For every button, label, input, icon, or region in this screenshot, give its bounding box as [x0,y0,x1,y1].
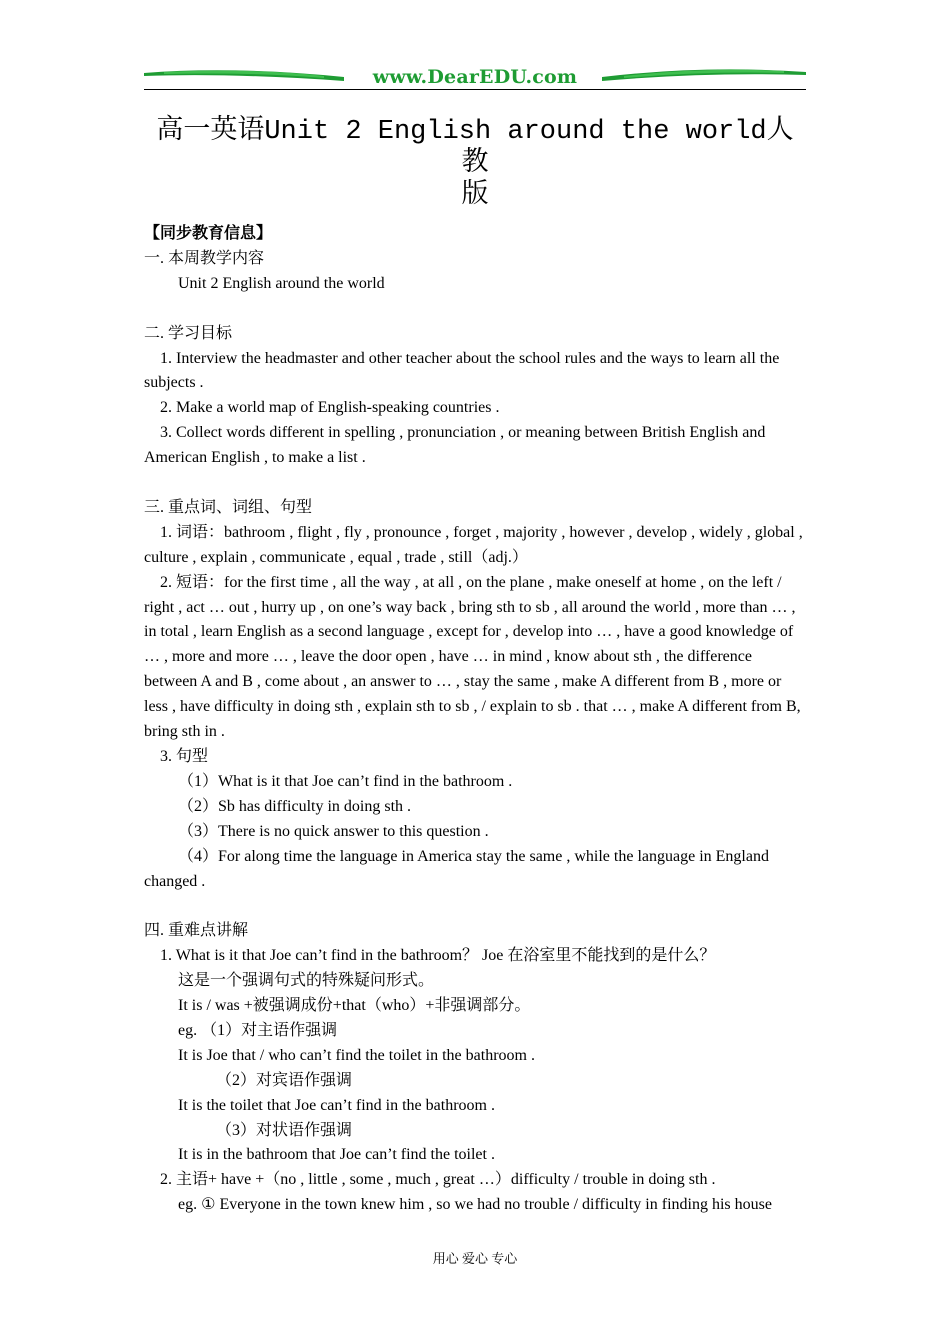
spacer [144,471,808,496]
sync-heading: 【同步教育信息】 [144,225,273,242]
site-logo-text: www.DearEDU.com [372,66,578,88]
key-words: 1. 词语：bathroom , flight , fly , pronounce , forget , majority , however , develop , widely , global , culture , explain , communicate , equal , trade , still（adj.） [144,523,803,566]
point-1: 1. What is it that Joe can’t find in the bathroom？ Joe 在浴室里不能找到的是什么？ [160,947,716,965]
site-header-banner [144,64,806,90]
key-phrases: 2. 短语：for the first time , all the way , at all , on the plane , make oneself at home , on the left / right , act … out , hurry up , on one’s way back , bring sth to sb , all around the world , more than … , in total , learn English as a second language , except for , develop into … , have a good knowledge of … , more and more … , leave the door open , have … in mind , know about sth , the difference between A and B , come about , an answer to … , stay the same , make A different from B , more or less , have difficulty in doing sth , explain sth to sb , / explain to sb . that … , make A different from B, bring sth in . [144,573,801,741]
goal-item-1: 1. Interview the headmaster and other teacher about the school rules and the ways to learn all the subjects . [144,349,780,392]
point-1-example-1: It is Joe that / who can’t find the toilet in the bathroom . [178,1046,535,1064]
section-1-line: Unit 2 English around the world [178,274,385,292]
section-2-heading: 二. 学习目标 [144,324,233,342]
section-4-heading: 四. 重难点讲解 [144,922,249,940]
pattern-item-2: （2）Sb has difficulty in doing sth . [178,797,412,815]
point-1-note: 这是一个强调句式的特殊疑问形式。 [178,972,435,990]
point-1-example-label-2: （2）对宾语作强调 [216,1071,353,1089]
pattern-item-3: （3）There is no quick answer to this question . [178,822,489,840]
point-2: 2. 主语+ have +（no , little , some , much , great …）difficulty / trouble in doing sth . [160,1171,716,1189]
document-title [144,116,806,212]
point-1-example-3: It is in the bathroom that Joe can’t find the toilet . [178,1146,495,1164]
spacer [144,894,808,919]
title-line-1: 高一英语Unit 2 English around the world人教 [156,117,794,179]
pattern-item-1: （1）What is it that Joe can’t find in the bathroom . [178,772,513,790]
point-1-example-label-3: （3）对状语作强调 [216,1121,353,1139]
point-1-example-2: It is the toilet that Joe can’t find in the bathroom . [178,1096,495,1114]
goal-item-2: 2. Make a world map of English-speaking countries . [160,399,500,417]
header-divider [144,89,806,90]
spacer [144,297,808,322]
goal-item-3: 3. Collect words different in spelling , pronunciation , or meaning between British English and American English , to make a list . [144,424,766,467]
pattern-item-4: （4）For along time the language in America stay the same , while the language in England changed . [144,847,769,890]
title-line-2: 版 [461,181,489,211]
section-3-heading: 三. 重点词、词组、句型 [144,498,313,516]
page-footer: 用心 爱心 专心 [432,1251,518,1266]
section-1-heading: 一. 本周教学内容 [144,249,265,267]
patterns-heading: 3. 句型 [160,748,209,765]
point-2-example: eg. ① Everyone in the town knew him , so we had no trouble / difficulty in finding his house [178,1196,772,1214]
document-body [144,222,808,1218]
point-1-rule: It is / was +被强调成份+that（who）+非强调部分。 [178,997,531,1015]
point-1-example-label-1: eg. （1）对主语作强调 [178,1021,338,1039]
